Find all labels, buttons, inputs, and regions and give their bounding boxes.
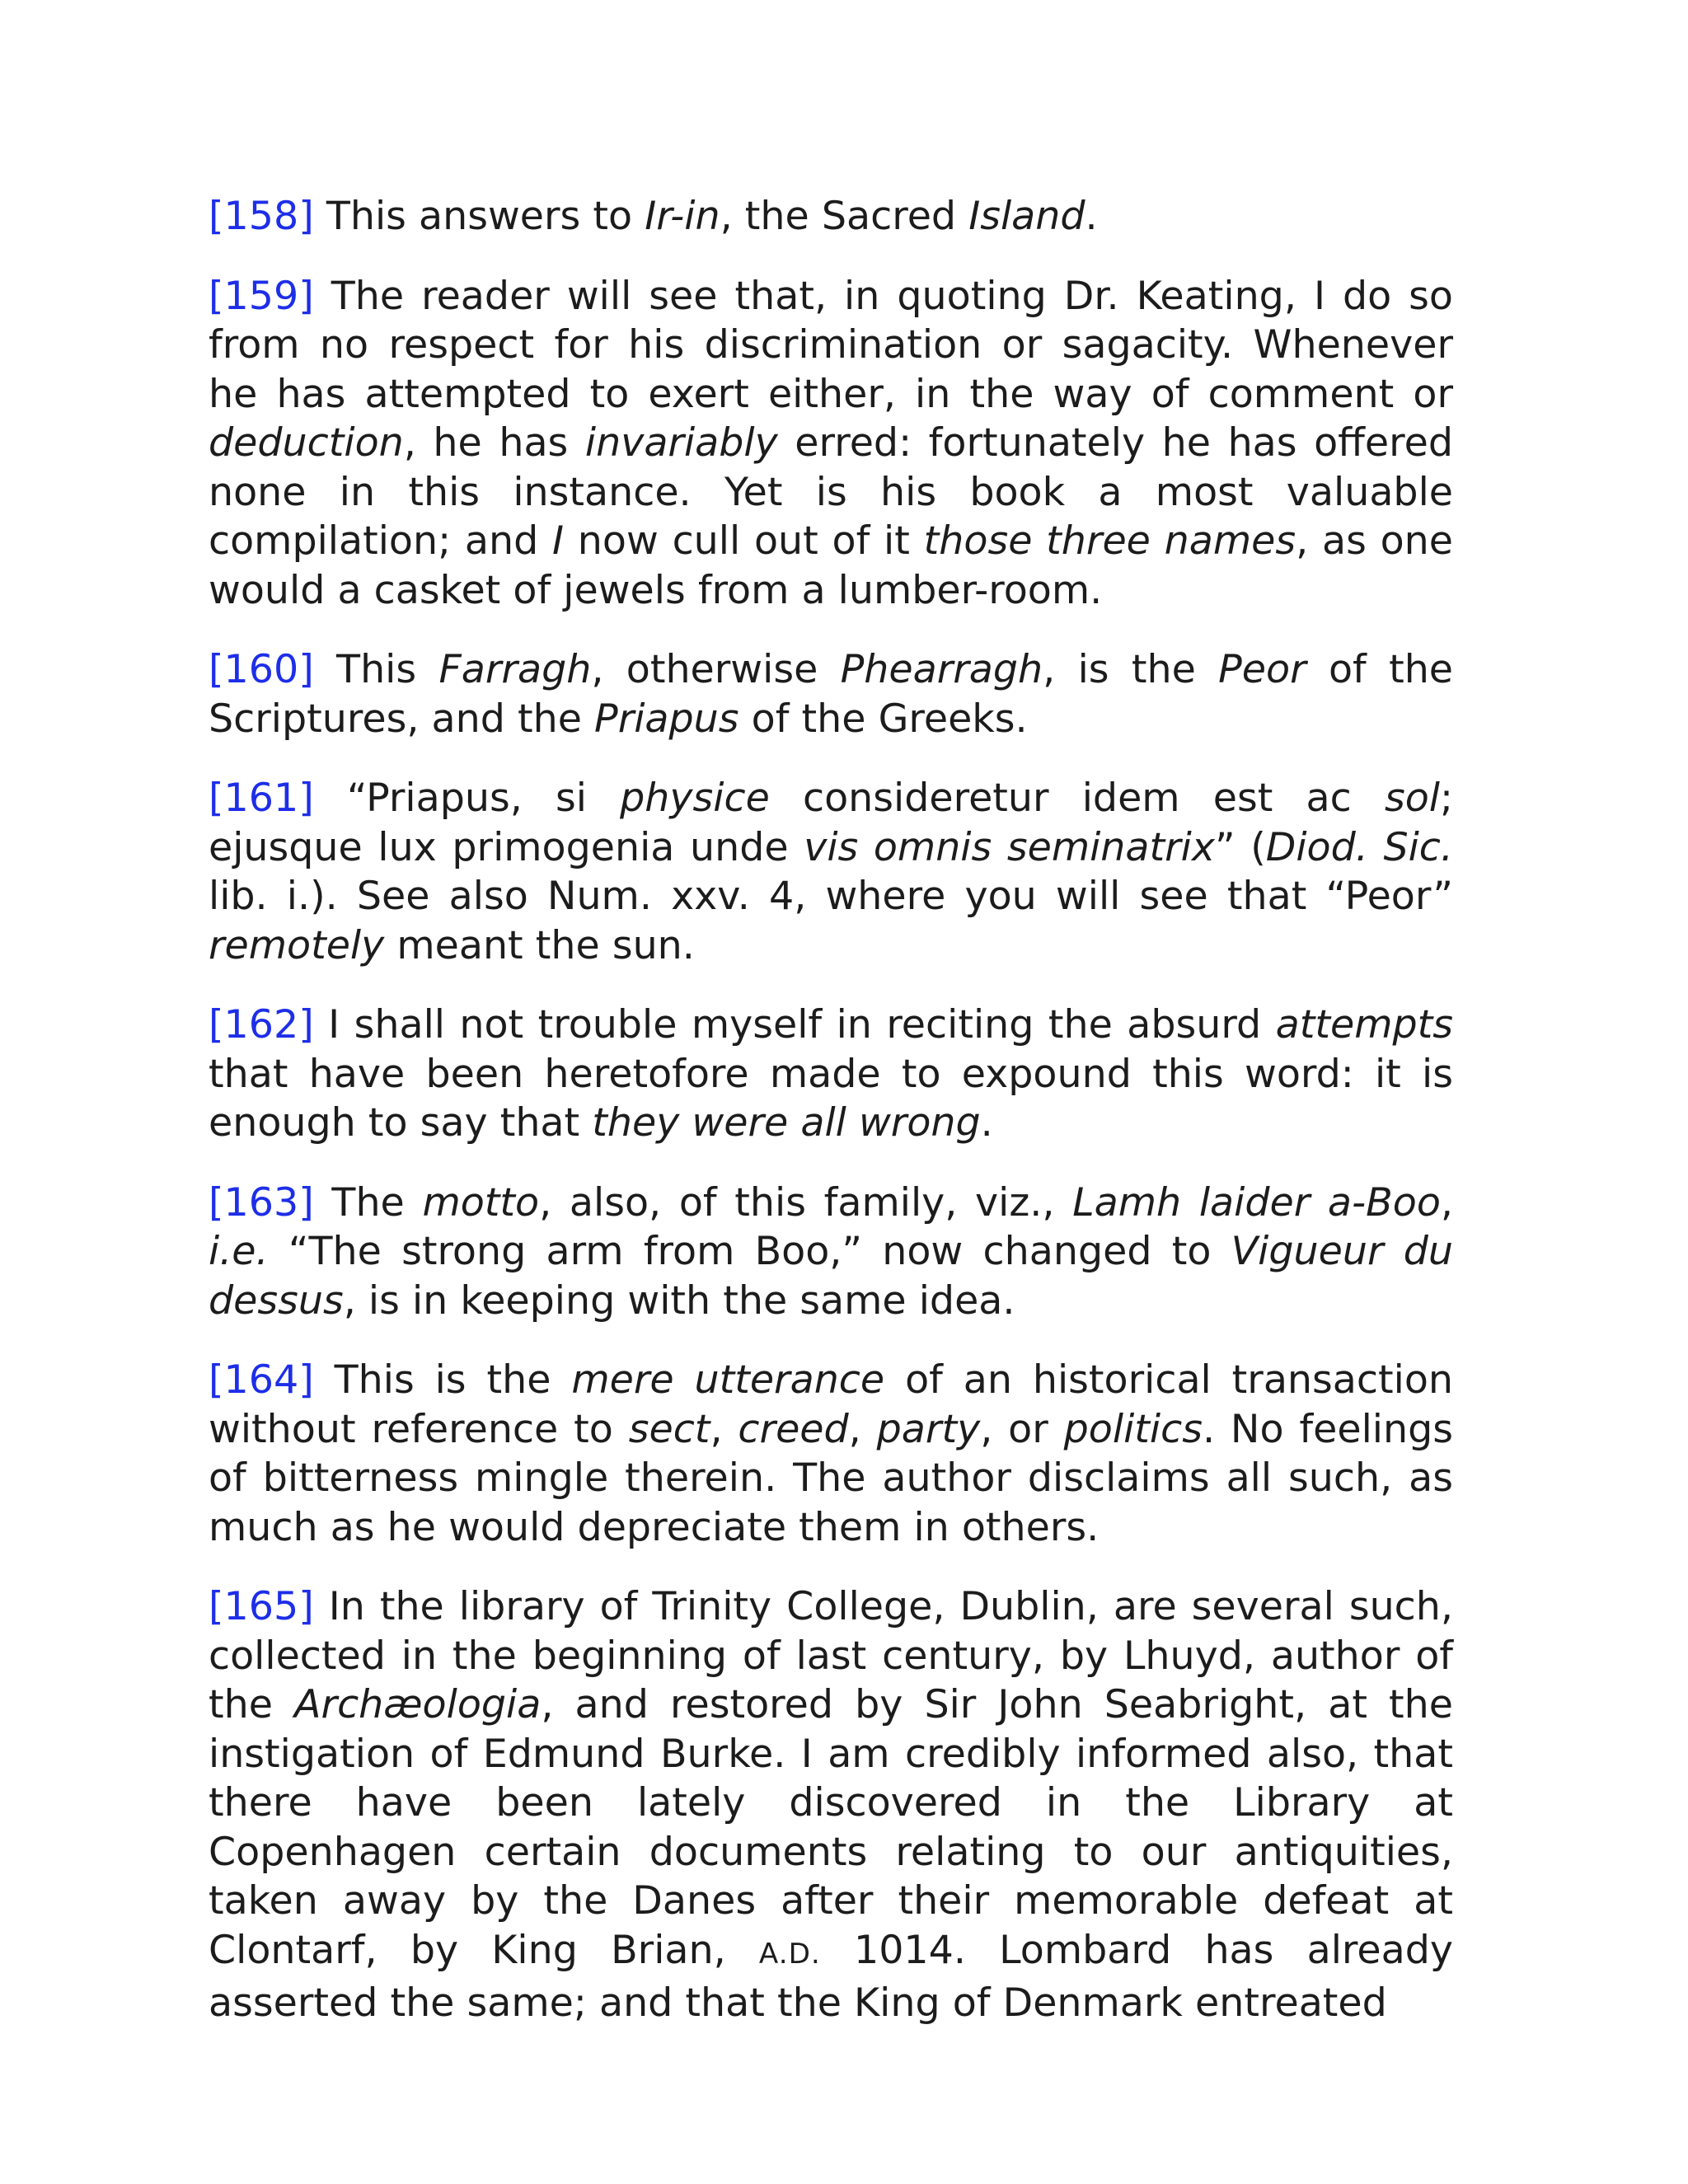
footnote-text: meant the sun. (384, 922, 695, 968)
italic-text: sect (628, 1406, 710, 1452)
footnote-text: , he has (403, 420, 585, 466)
italic-text: they were all wrong (592, 1100, 981, 1146)
footnote (209, 192, 1453, 241)
footnote-text: , as one would a casket of jewels from a lumber-room. (209, 518, 1454, 613)
footnote (209, 774, 1453, 970)
italic-text: politics (1063, 1406, 1203, 1452)
footnote-text: consideretur idem est ac (769, 776, 1385, 821)
footnote-ref-link[interactable]: [160] (209, 647, 314, 692)
footnote-text: erred: fortunately he has offered none in this instance. Yet is his book a most valuable compilation; and (209, 420, 1453, 564)
footnote-text: , the Sacred (720, 194, 969, 239)
footnote (209, 645, 1453, 743)
footnote-text: , also, of this family, viz., (539, 1179, 1073, 1226)
footnote-ref-link[interactable]: [158] (209, 194, 314, 239)
italic-text: those three names (923, 518, 1296, 564)
italic-text: Diod. Sic. (1265, 824, 1454, 870)
footnote-text: , and restored by Sir John Seabright, at the instigation of Edmund Burke. I am credibly informed also, that there have been lately discovered in the Library at Copenhagen certain documents relating to our antiquities, taken away by the Danes after their memorable defeat at Clontarf, by King Brian, (209, 1682, 1453, 1973)
footnote-ref-link[interactable]: [162] (209, 1002, 314, 1047)
italic-text: Archæologia (294, 1682, 542, 1727)
footnote-text: , or (980, 1406, 1064, 1452)
italic-text: Phearragh (840, 647, 1043, 692)
footnote-ref-link[interactable]: [164] (209, 1357, 314, 1403)
footnote-text: . No feelings of bitterness mingle therein. The author disclaims all such, as much as he would depreciate them in others. (209, 1406, 1453, 1550)
footnote-ref-link[interactable]: [163] (209, 1179, 314, 1226)
italic-text: party (876, 1406, 981, 1452)
footnote-text: This (313, 647, 439, 692)
footnotes-page (209, 192, 1453, 2059)
footnote-text: , (848, 1406, 877, 1452)
italic-text: Ir-in (645, 194, 720, 239)
footnote-text: “The strong arm from Boo,” now changed to (268, 1229, 1231, 1274)
footnote-text: ” ( (1214, 824, 1266, 870)
italic-text: attempts (1275, 1002, 1453, 1047)
footnote-text: , (1440, 1179, 1453, 1226)
footnote-ref-link[interactable]: [161] (209, 776, 314, 821)
italic-text: mere utterance (571, 1357, 885, 1403)
italic-text: invariably (584, 420, 778, 466)
italic-text: Vigueur du dessus (209, 1229, 1453, 1324)
footnote (209, 1582, 1453, 2028)
footnote-ref-link[interactable]: [165] (209, 1584, 314, 1629)
footnote-text: , is the (1043, 647, 1219, 692)
footnote-text: . (1085, 194, 1098, 239)
italic-text: Priapus (594, 696, 739, 742)
footnote (209, 272, 1453, 616)
footnote-text: This is the (313, 1357, 572, 1403)
italic-text: Island (968, 194, 1085, 239)
italic-text: motto (422, 1179, 540, 1226)
footnote-ref-link[interactable]: [159] (209, 273, 314, 319)
footnote-text: lib. i.). See also Num. xxv. 4, where you will see that “Peor” (209, 874, 1453, 919)
footnote-text: , otherwise (591, 647, 841, 692)
italic-text: Lamh laider a-Boo (1072, 1179, 1441, 1226)
footnote-text: The (313, 1179, 423, 1226)
footnote-text: , is in keeping with the same idea. (343, 1277, 1015, 1324)
italic-text: Peor (1218, 647, 1306, 692)
italic-text: Farragh (438, 647, 592, 692)
footnote-text: I shall not trouble myself in reciting the absurd (313, 1002, 1276, 1047)
footnote (209, 1179, 1453, 1326)
italic-text: sol (1384, 776, 1440, 821)
footnote-text: In the library of Trinity College, Dublin, are several such, collected in the beginning of last century, by Lhuyd, author of the (209, 1584, 1453, 1727)
italic-text: I (552, 518, 565, 564)
italic-text: physice (620, 776, 770, 821)
footnote (209, 1356, 1453, 1552)
italic-text: remotely (209, 922, 385, 968)
footnote-text: “Priapus, si (313, 776, 621, 821)
footnote-text: The reader will see that, in quoting Dr. Keating, I do so from no respect for his discrimination or sagacity. Whenever he has attempted to exert either, in the way of comment or (209, 273, 1453, 417)
italic-text: vis omnis seminatrix (804, 824, 1215, 870)
footnote-text: of the Greeks. (738, 696, 1028, 742)
italic-text: creed (738, 1406, 849, 1452)
footnote-text: of an historical transaction without reference to (209, 1357, 1453, 1452)
italic-text: deduction (209, 420, 404, 466)
footnote-text: , (710, 1406, 738, 1452)
footnote-text: of the Scriptures, and the (209, 647, 1454, 742)
footnote (209, 1001, 1453, 1148)
footnote-text: 1014. Lombard has already asserted the same; and that the King of Denmark entreated (209, 1927, 1453, 2026)
footnote-text: . (980, 1100, 993, 1146)
italic-text: i.e. (209, 1229, 269, 1274)
footnote-list (209, 192, 1453, 2028)
footnote-text: This answers to (313, 194, 645, 239)
footnote-text: now cull out of it (564, 518, 924, 564)
footnote-text: ; ejusque lux primogenia unde (209, 776, 1453, 870)
small-caps-text: A.D. (758, 1937, 821, 1971)
footnote-text: that have been heretofore made to expound this word: it is enough to say that (209, 1051, 1453, 1146)
